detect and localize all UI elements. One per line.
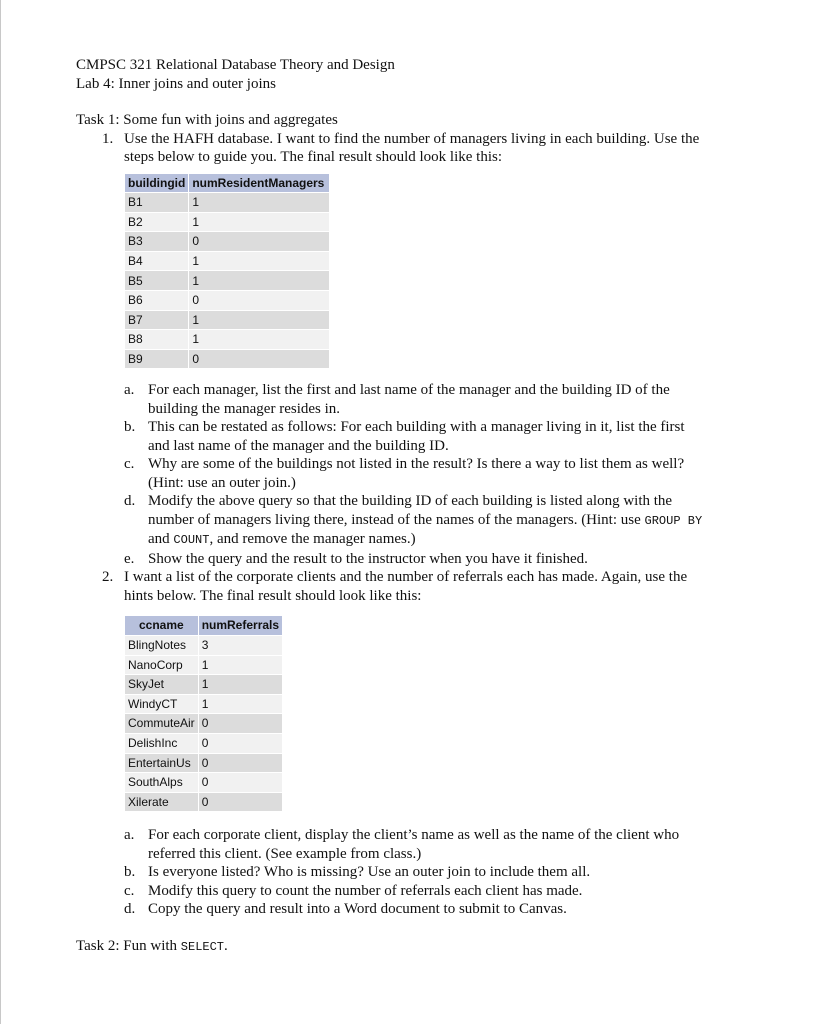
task1-item-2: [76, 568, 756, 812]
step-text-line: (Hint: use an outer join.): [148, 474, 296, 491]
table-row: [125, 753, 283, 773]
step-d: [124, 900, 756, 919]
task1-item2-steps: [124, 826, 756, 919]
step-text-line: Modify this query to count the number of referrals each client has made.: [148, 882, 583, 899]
table-cell: 1: [198, 675, 282, 695]
table-cell: 0: [198, 792, 282, 812]
step-a: [124, 381, 756, 418]
code-keyword: SELECT: [180, 939, 225, 954]
table-row: [125, 714, 283, 734]
table-cell: 1: [189, 212, 330, 232]
item-text-line: steps below to guide you. The final result should look like this:: [124, 149, 503, 165]
table-header-cell: ccname: [125, 616, 199, 636]
step-letter: a.: [124, 382, 135, 399]
step-b: [124, 863, 756, 882]
step-c: [124, 455, 756, 492]
item-number: 1.: [102, 130, 114, 147]
table-row: [125, 251, 330, 271]
step-letter: d.: [124, 493, 136, 510]
table-cell: 1: [189, 193, 330, 213]
table-cell: B2: [125, 212, 189, 232]
table-header-cell: buildingid: [125, 173, 189, 193]
table-cell: 0: [198, 714, 282, 734]
table-cell: NanoCorp: [125, 655, 199, 675]
task2-title: [76, 937, 756, 957]
task2-title-text: Task 2: Fun with: [76, 937, 181, 954]
code-keyword: GROUP BY: [644, 513, 703, 528]
table-cell: B9: [125, 349, 189, 369]
table-cell: SouthAlps: [125, 773, 199, 793]
step-letter: c.: [124, 456, 135, 473]
table-cell: 0: [198, 753, 282, 773]
table-cell: 3: [198, 636, 282, 656]
step-text: number of managers living there, instead of the names of the managers. (Hint: use: [148, 511, 645, 528]
table-row: [125, 773, 283, 793]
step-text-line: For each corporate client, display the client’s name as well as the name of the client who: [148, 827, 680, 844]
table-header-cell: numResidentManagers: [189, 173, 330, 193]
step-text: , and remove the manager names.): [209, 531, 416, 548]
step-text-line: referred this client. (See example from class.): [148, 845, 422, 862]
referrals-result-table: [124, 615, 283, 812]
table-cell: 0: [189, 349, 330, 369]
table-row: [125, 193, 330, 213]
table-cell: 0: [198, 773, 282, 793]
task1-item-1: [76, 130, 756, 370]
step-text-line: Why are some of the buildings not listed in the result? Is there a way to list them as well?: [148, 456, 685, 473]
table-cell: 0: [189, 291, 330, 311]
table-row: [125, 310, 330, 330]
step-b: [124, 418, 756, 455]
table-cell: 1: [189, 271, 330, 291]
table-row: [125, 792, 283, 812]
table-cell: SkyJet: [125, 675, 199, 695]
lab-title: Lab 4: Inner joins and outer joins: [76, 75, 276, 92]
task1-item1-steps: [124, 381, 756, 568]
step-letter: a.: [124, 827, 135, 844]
step-text-line: Modify the above query so that the building ID of each building is listed along with the: [148, 493, 673, 510]
step-a: [124, 826, 756, 863]
page-left-border: [0, 0, 1, 1024]
step-e: [124, 550, 756, 569]
item-text-line: Use the HAFH database. I want to find the number of managers living in each building. Use the: [124, 130, 700, 147]
table-cell: BlingNotes: [125, 636, 199, 656]
step-letter: e.: [124, 550, 135, 567]
table-cell: 1: [198, 694, 282, 714]
item-text-line: hints below. The final result should look like this:: [124, 587, 422, 604]
table-cell: B4: [125, 251, 189, 271]
table-row: [125, 734, 283, 754]
item-text-line: I want a list of the corporate clients and the number of referrals each has made. Again, use the: [124, 569, 688, 586]
table-row: [125, 232, 330, 252]
course-title: CMPSC 321 Relational Database Theory and Design: [76, 57, 395, 73]
table-cell: 1: [189, 310, 330, 330]
step-letter: c.: [124, 882, 135, 899]
table-row: [125, 291, 330, 311]
step-text-line: Copy the query and result into a Word document to submit to Canvas.: [148, 901, 567, 918]
step-text-line: [148, 530, 756, 550]
step-c: [124, 882, 756, 901]
managers-result-table: [124, 173, 330, 370]
table-cell: DelishInc: [125, 734, 199, 754]
code-keyword: COUNT: [173, 533, 210, 548]
table-row: [125, 636, 283, 656]
table-cell: 1: [189, 330, 330, 350]
step-text-line: and last name of the manager and the building ID.: [148, 437, 449, 454]
table-cell: 0: [189, 232, 330, 252]
step-text: and: [148, 531, 174, 548]
table-cell: CommuteAir: [125, 714, 199, 734]
step-d: [124, 492, 756, 550]
step-letter: d.: [124, 901, 136, 918]
step-text-line: [148, 511, 756, 531]
table-cell: B6: [125, 291, 189, 311]
table-cell: Xilerate: [125, 792, 199, 812]
task1-title: Task 1: Some fun with joins and aggregates: [76, 112, 338, 128]
table-row: [125, 271, 330, 291]
table-header-cell: numReferrals: [198, 616, 282, 636]
table-cell: 0: [198, 734, 282, 754]
table-row: [125, 655, 283, 675]
step-text-line: This can be restated as follows: For each building with a manager living in it, list the first: [148, 419, 685, 436]
table-row: [125, 212, 330, 232]
table-cell: EntertainUs: [125, 753, 199, 773]
step-text-line: For each manager, list the first and last name of the manager and the building ID of the: [148, 382, 670, 399]
table-cell: B3: [125, 232, 189, 252]
table-row: [125, 675, 283, 695]
step-letter: b.: [124, 864, 136, 881]
table-cell: 1: [189, 251, 330, 271]
table-cell: B5: [125, 271, 189, 291]
table-row: [125, 694, 283, 714]
document-page: [76, 56, 756, 956]
step-letter: b.: [124, 419, 136, 436]
table-cell: WindyCT: [125, 694, 199, 714]
table-cell: 1: [198, 655, 282, 675]
step-text-line: Show the query and the result to the instructor when you have it finished.: [148, 550, 588, 567]
task2-title-text: .: [224, 937, 228, 954]
item-number: 2.: [102, 569, 114, 586]
table-cell: B1: [125, 193, 189, 213]
table-cell: B8: [125, 330, 189, 350]
step-text-line: building the manager resides in.: [148, 400, 341, 417]
table-cell: B7: [125, 310, 189, 330]
table-row: [125, 349, 330, 369]
step-text-line: Is everyone listed? Who is missing? Use an outer join to include them all.: [148, 864, 591, 881]
table-row: [125, 330, 330, 350]
